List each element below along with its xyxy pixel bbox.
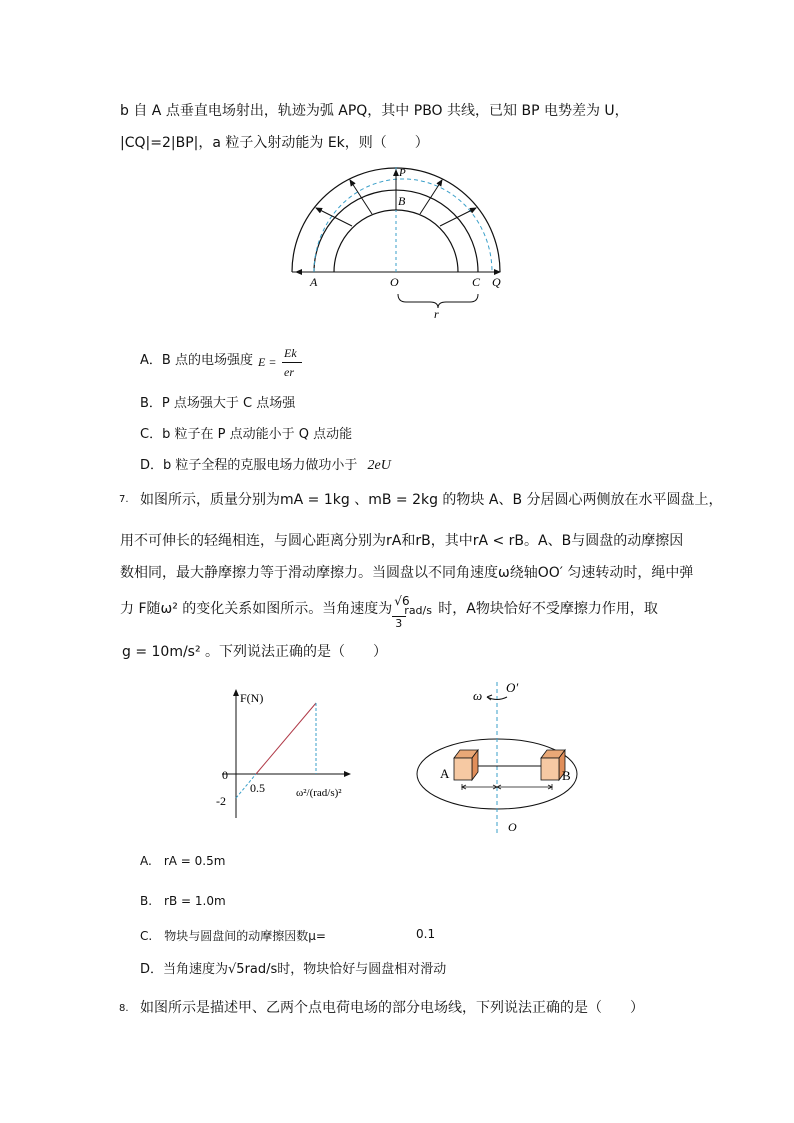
q8-line-1: 如图所示是描述甲、乙两个点电荷电场的部分电场线，下列说法正确的是（ ） — [140, 1000, 644, 1016]
force-omega-graph — [210, 684, 370, 824]
formula-numerator: Ek — [284, 346, 297, 360]
q6-option-d-prefix: D．b 粒子全程的克服电场力做功小于 — [140, 458, 358, 473]
force-line — [256, 703, 316, 774]
q6-option-a-prefix: A．B 点的电场强度 — [140, 353, 253, 368]
label-o: O — [390, 275, 399, 289]
formula-denominator: er — [284, 365, 294, 379]
q7-line-1: 如图所示，质量分别为mA = 1kg 、mB = 2kg 的物块 A、B 分居圆心两侧放在水平圆盘上， — [140, 492, 723, 508]
label-p: P — [399, 167, 406, 179]
q7-option-c-value: 0.1 — [416, 927, 436, 941]
q6-option-d-value: 2eU — [367, 458, 391, 473]
origin-label: 0 — [222, 768, 228, 782]
q7-option-b: B. rB = 1.0m — [140, 894, 226, 908]
q7-line-2: 用不可伸长的轻绳相连，与圆心距离分别为rA和rB，其中rA < rB。A、B与圆盘的动摩擦因 — [120, 533, 684, 549]
axis-bottom-label: O — [508, 820, 517, 834]
x-axis-label: ω²/(rad/s)² — [296, 787, 342, 799]
block-a — [454, 750, 478, 780]
q7-number: 7. — [119, 494, 129, 505]
formula-lhs: E = — [258, 355, 277, 369]
q7-line-4-a: 力 F随ω² 的变化关系如图所示。当角速度为 — [120, 601, 393, 617]
label-r: r — [434, 307, 439, 320]
y-axis-label: F(N) — [240, 691, 264, 705]
field-arrow — [350, 180, 372, 214]
x-tick-label: 0.5 — [250, 781, 265, 795]
q7-option-c-text: C. 物块与圆盘间的动摩擦因数μ= — [140, 929, 326, 943]
q6-option-c: C．b 粒子在 P 点动能小于 Q 点动能 — [140, 427, 353, 442]
label-q: Q — [492, 275, 501, 289]
q7-line-4-b: 时，A物块恰好不受摩擦力作用，取 — [438, 601, 658, 617]
omega-label: ω — [473, 688, 483, 703]
axis-top-label: O′ — [506, 680, 519, 695]
trajectory-arc — [314, 179, 492, 272]
label-a: A — [310, 275, 318, 289]
q7-line-3: 数相同，最大静摩擦力等于滑动摩擦力。当圆盘以不同角速度ω绕轴OO′ 匀速转动时，绳中弹 — [120, 565, 694, 581]
rotating-disk-figure — [412, 674, 582, 838]
q6-option-d — [140, 458, 391, 474]
fraction-bar — [282, 362, 302, 363]
q6-line-2: |CQ|=2|BP|，a 粒子入射动能为 Ek，则（ ） — [120, 135, 429, 151]
label-c: C — [472, 275, 481, 289]
block-a-label: A — [440, 766, 450, 781]
field-arrow — [316, 208, 352, 226]
q7-option-a: A. rA = 0.5m — [140, 854, 226, 868]
omega-fraction-unit: rad/s — [404, 604, 432, 617]
q6-option-b: B．P 点场强大于 C 点场强 — [140, 396, 296, 411]
label-b: B — [398, 194, 406, 208]
q6-option-a — [140, 353, 253, 369]
q6-line-1: b 自 A 点垂直电场射出，轨迹为弧 APQ，其中 PBO 共线，已知 BP 电势差为 U， — [120, 103, 629, 119]
q7-option-d: D．当角速度为√5rad/s时，物块恰好与圆盘相对滑动 — [140, 962, 447, 977]
q7-line-5: g = 10m/s² 。下列说法正确的是（ ） — [122, 644, 388, 660]
block-b-label: B — [562, 768, 571, 783]
q7-option-c — [140, 927, 326, 944]
field-arrow — [420, 180, 442, 214]
field-arrow — [440, 208, 476, 226]
semicircle-field-figure — [280, 160, 520, 320]
omega-fraction — [392, 594, 438, 630]
r-brace — [398, 294, 478, 308]
q7-line-4 — [120, 594, 658, 630]
omega-fraction-denominator: 3 — [395, 617, 403, 630]
omega-fraction-numerator: √6 — [394, 594, 410, 608]
q8-number: 8. — [119, 1003, 129, 1014]
y-tick-label: -2 — [216, 794, 226, 808]
